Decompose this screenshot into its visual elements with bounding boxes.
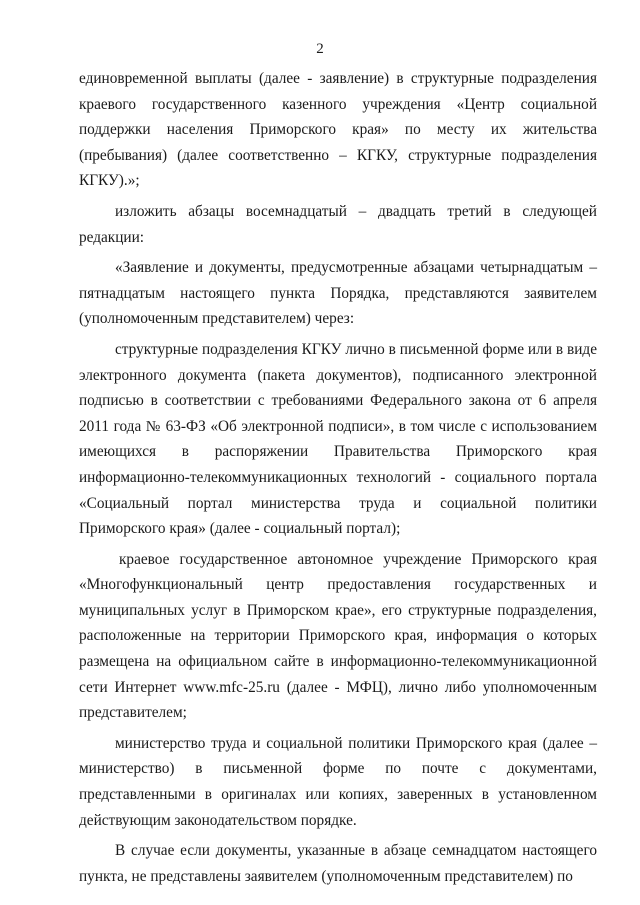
paragraph-submission-intro: «Заявление и документы, предусмотренные абзацами четырнадцатым – пятнадцатым настоящего пункта Порядка, представляются заявителем (уполномоченным представителем) через: xyxy=(79,259,597,328)
paragraph-mfc-submission: краевое государственное автономное учреждение Приморского края «Многофункциональный центр предоставления государственных и муниципальных услуг в Приморском крае», его структурные подразделения, расположенные на территории Приморского края, информация о которых размещена на официальном сайте в информационно-телекоммуникационной сети Интернет www.mfc-25.ru (далее - МФЦ), лично либо уполномоченным представителем; xyxy=(79,550,597,722)
paragraph-kgku-submission: структурные подразделения КГКУ лично в письменной форме или в виде электронного документа (пакета документов), подписанного электронной подписью в соответствии с требованиями Федерального закона от 6 апреля 2011 года № 63-ФЗ «Об электронной подписи», в том числе с использованием имеющихся в распоряжении Правительства Приморского края информационно-телекоммуникационных технологий - социального портала «Социальный портал министерства труда и социальной политики Приморского края» (далее - социальный портал); xyxy=(79,340,597,538)
page-number: 2 xyxy=(316,41,324,57)
document-body xyxy=(79,66,597,889)
paragraph-ministry-submission: министерство труда и социальной политики Приморского края (далее – министерство) в письменной форме по почте с документами, представленными в оригиналах или копиях, заверенных в установленном действующим законодательством порядке. xyxy=(79,734,597,829)
paragraph-amend-instruction: изложить абзацы восемнадцатый – двадцать третий в следующей редакции: xyxy=(79,202,597,246)
paragraph-missing-documents: В случае если документы, указанные в абзаце семнадцатом настоящего пункта, не представлены заявителем (уполномоченным представителем) по xyxy=(79,842,597,885)
paragraph-continuation: единовременной выплаты (далее - заявление) в структурные подразделения краевого государственного казенного учреждения «Центр социальной поддержки населения Приморского края» по месту их жительства (пребывания) (далее соответственно – КГКУ, структурные подразделения КГКУ).»; xyxy=(79,70,597,190)
